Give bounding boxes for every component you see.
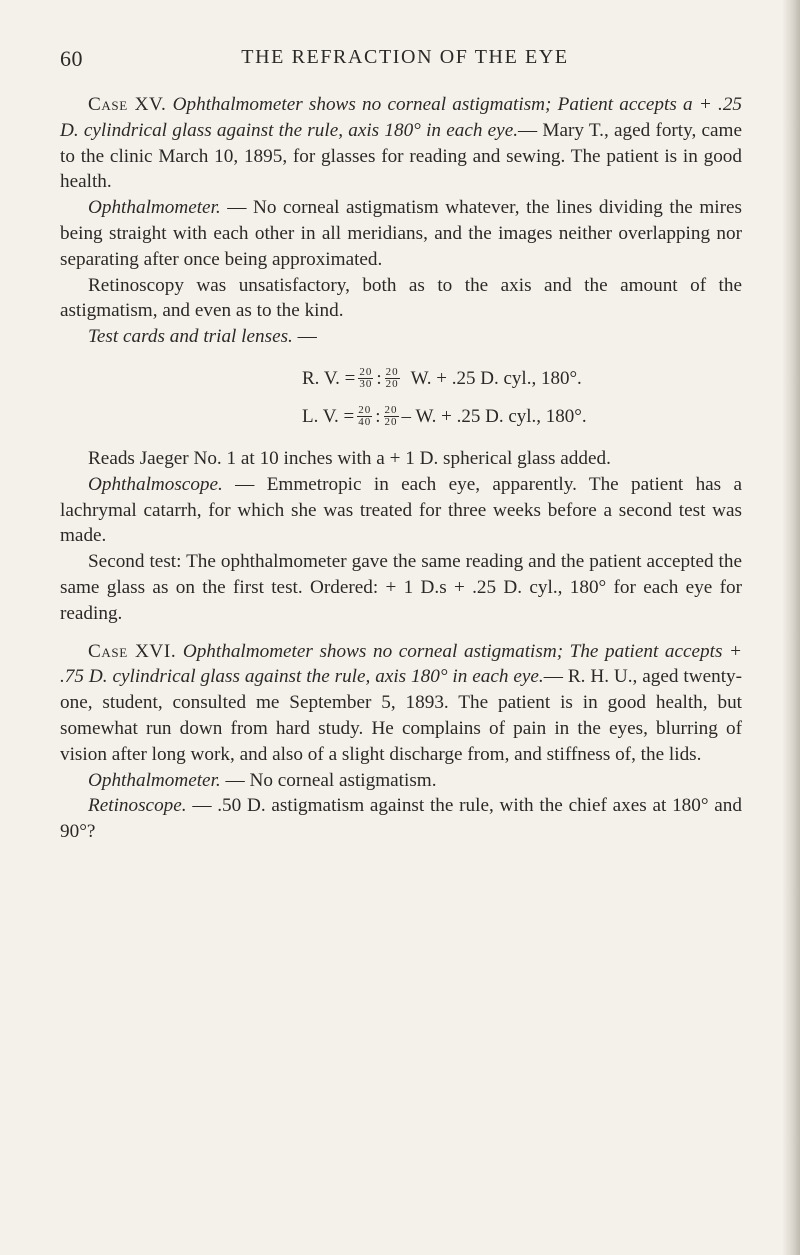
case-15-heading [60,92,742,195]
retinoscope-label: Retinoscope. [88,795,187,817]
case-16-intro: — R. H. U., aged twenty-one, student, consulted me September 5, 1893. The patient is in good health, but somewhat run down from hard study. He complains of pain in the eyes, blurring of vision after long work, and also of a slight discharge from, and stiffness of, the lids. [60,666,743,765]
case-16-ophthalmometer-text: — No corneal astigmatism. [225,769,437,791]
case-16-retinoscope [60,793,742,845]
lv-suffix: – W. + .25 D. cyl., 180°. [401,406,587,428]
right-eye-formula: R. V. = $\frac{20}{30}$ : $\frac{20}{20}$ W. + .25 D. cyl., 180°. [302,366,582,391]
case-16-title: Ophthalmometer shows no corneal astigmatism; The patient accepts + .75 D. cylindrical glass against the rule, axis 180° in each eye. [60,640,742,688]
ophthalmoscope-label: Ophthalmoscope. [88,473,223,495]
left-eye-formula: L. V. = $\frac{20}{40}$ : $\frac{20}{20}$ – W. + .25 D. cyl., 180°. [302,404,587,429]
rv-fraction-1: $\frac{20}{30}$ [359,366,373,391]
lv-fraction-1: $\frac{20}{40}$ [358,404,372,429]
case-16-ophthalmometer [60,768,742,794]
running-title: THE REFRACTION OF THE EYE [241,46,569,68]
case-15-label: Case XV. [88,94,167,115]
lv-fraction-2: $\frac{20}{20}$ [384,404,398,429]
case-15-title: Ophthalmometer shows no corneal astigmatism; Patient accepts a + .25 D. cylindrical glass against the rule, axis 180° in each eye. [60,94,743,141]
case-15-ophthalmoscope [60,472,742,549]
visual-acuity-formulas [60,360,742,436]
page-number: 60 [60,46,83,71]
ophthalmometer-text: — No corneal astigmatism whatever, the lines dividing the mires being straight with each other in all meridians, and the images neither overlapping nor separating after once being approximated. [60,197,742,270]
rv-prefix: R. V. = [302,368,356,390]
case-16-label: Case XVI. [88,640,177,662]
lv-prefix: L. V. = [302,406,355,428]
case-15-intro: — Mary T., aged forty, came to the clinic March 10, 1895, for glasses for reading and sewing. The patient is in good health. [60,119,742,193]
page-edge-shadow [782,0,800,1255]
case-15-test-cards [60,324,742,350]
rv-fraction-2: $\frac{20}{20}$ [385,366,399,391]
case-16-heading [60,639,742,768]
retinoscope-text: — .50 D. astigmatism against the rule, with the chief axes at 180° and 90°? [60,795,742,843]
rv-suffix: W. + .25 D. cyl., 180°. [410,368,582,390]
case-15-retinoscopy: Retinoscopy was unsatisfactory, both as to the axis and the amount of the astigmatism, and even as to the kind. [60,274,742,322]
ophthalmoscope-text: — Emmetropic in each eye, apparently. The patient has a lachrymal catarrh, for which she was treated for three weeks before a second test was made. [60,473,743,547]
case-15-second-test: Second test: The ophthalmometer gave the same reading and the patient accepted the same glass as on the first test. Ordered: + 1 D.s + .25 D. cyl., 180° for each eye for reading. [60,551,742,624]
test-cards-label: Test cards and trial lenses. [88,326,293,348]
test-cards-dash: — [292,326,317,348]
case-15-ophthalmometer [60,195,742,272]
ophthalmometer-label: Ophthalmometer. [88,197,221,219]
case-16-ophthalmometer-label: Ophthalmometer. [88,769,221,791]
case-15-jaeger: Reads Jaeger No. 1 at 10 inches with a + 1 D. spherical glass added. [88,447,611,469]
page-body [60,92,742,845]
page-header [60,46,750,76]
